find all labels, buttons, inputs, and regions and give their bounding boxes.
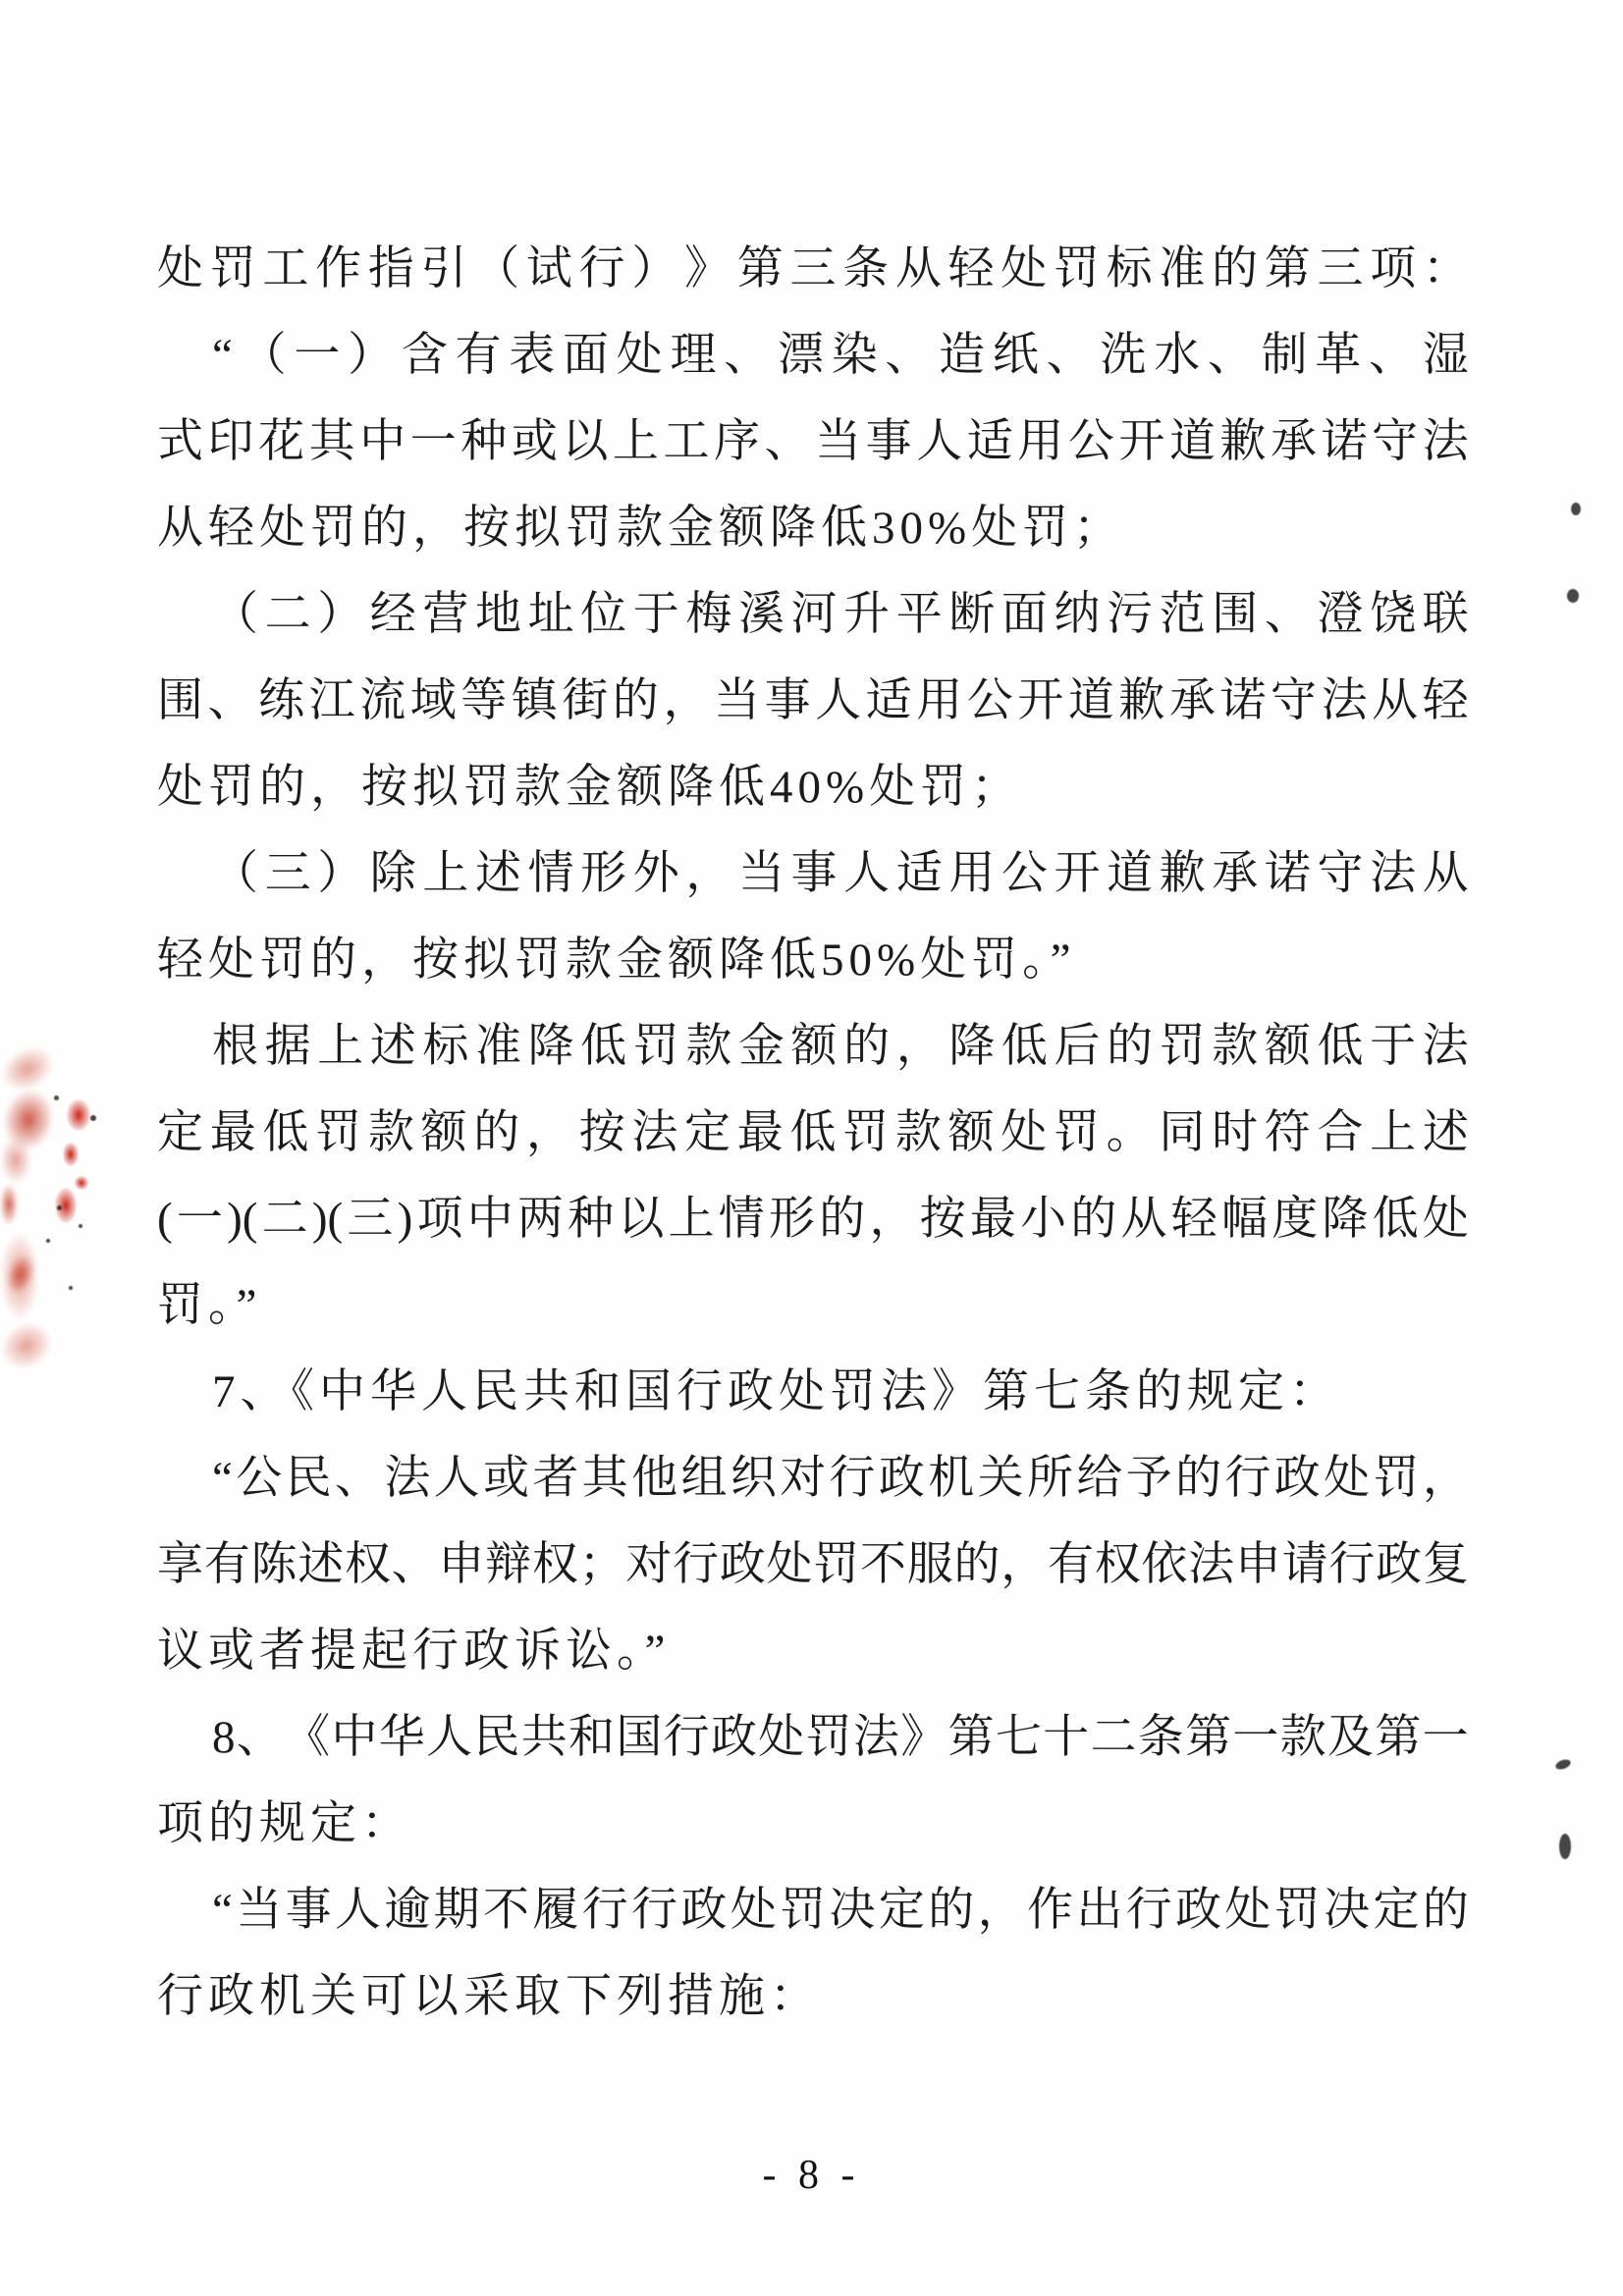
text-line: “ 当 事 人 逾 期 不 履 行 行 政 处 罚 决 定 的 ， 作 出 行 政 处 罚 决 定 的 [212, 1885, 1469, 1936]
text-line: “ 公 民 、 法 人 或 者 其 他 组 织 对 行 政 机 关 所 给 予 的 行 政 处 罚 ， [212, 1453, 1469, 1504]
text-line: ( 一 )( 二 )( 三 ) 项 中 两 种 以 上 情 形 的 ， 按 最 小 的 从 轻 幅 度 降 低 处 [157, 1194, 1469, 1245]
ink-speck [1559, 1834, 1571, 1859]
stamp-blob [0, 1137, 31, 1184]
stamp-blob [0, 1313, 61, 1379]
text-line: 定 最 低 罚 款 额 的 ， 按 法 定 最 低 罚 款 额 处 罚 。 同 时 符 合 上 述 [157, 1107, 1469, 1158]
stamp-blob [0, 1038, 62, 1099]
stamp-blob [0, 1184, 18, 1225]
text-line: 围 、 练 江 流 域 等 镇 街 的 ， 当 事 人 适 用 公 开 道 歉 承 诺 守 法 从 轻 [157, 675, 1469, 726]
text-line: （ 三 ） 除 上 述 情 形 外 ， 当 事 人 适 用 公 开 道 歉 承 诺 守 法 从 [212, 848, 1469, 899]
ink-speck [79, 1224, 82, 1228]
text-line: 项的规定： [157, 1798, 412, 1849]
text-line: 8 、 《 中 华 人 民 共 和 国 行 政 处 罚 法 》 第 七 十 二 条 第 一 款 及 第 一 [212, 1712, 1469, 1763]
text-line: “ （ 一 ） 含 有 表 面 处 理 、 漂 染 、 造 纸 、 洗 水 、 制 革 、 湿 [212, 330, 1469, 381]
red-stamp-fragment [0, 1011, 108, 1384]
ink-speck [54, 1095, 59, 1100]
page-number: - 8 - [762, 2153, 861, 2198]
stamp-blob [75, 1176, 88, 1190]
text-line: 议或者提起行政诉讼。” [157, 1626, 671, 1677]
text-line: 根 据 上 述 标 准 降 低 罚 款 金 额 的 ， 降 低 后 的 罚 款 额 低 于 法 [212, 1021, 1469, 1072]
text-line: 罚。” [157, 1280, 262, 1331]
stamp-blob [55, 1188, 77, 1223]
ink-speck [1571, 503, 1581, 515]
ink-speck [90, 1115, 96, 1121]
text-line: 式 印 花 其 中 一 种 或 以 上 工 序 、 当 事 人 适 用 公 开 道 歉 承 诺 守 法 [157, 416, 1469, 467]
stamp-blob [0, 1231, 39, 1321]
ink-speck [69, 1286, 73, 1290]
text-line: 轻处罚的，按拟罚款金额降低50%处罚。” [157, 934, 1076, 986]
text-line: （ 二 ） 经 营 地 址 位 于 梅 溪 河 升 平 断 面 纳 污 范 围 、 澄 饶 联 [212, 589, 1469, 640]
stamp-blob [0, 1085, 59, 1154]
ink-speck [1554, 1758, 1572, 1772]
stamp-blob [67, 1099, 90, 1131]
text-line: 7、《中华人民共和国行政处罚法》第七条的规定： [212, 1366, 1340, 1417]
text-line: 行政机关可以采取下列措施： [157, 1971, 821, 2022]
ink-speck [46, 1239, 50, 1243]
document-body [157, 226, 1469, 2040]
stamp-blob [2, 1252, 39, 1297]
text-line: 处 罚 工 作 指 引 （ 试 行 ） 》 第 三 条 从 轻 处 罚 标 准 的 第 三 项 ： [157, 243, 1469, 294]
text-line: 处罚的，按拟罚款金额降低40%处罚； [157, 762, 1023, 813]
ink-speck [57, 1205, 62, 1210]
ink-speck [1567, 589, 1579, 603]
text-line: 享 有 陈 述 权 、 申 辩 权 ； 对 行 政 处 罚 不 服 的 ， 有 权 依 法 申 请 行 政 复 [157, 1539, 1469, 1590]
stamp-blob [63, 1143, 79, 1166]
text-line: 从轻处罚的，按拟罚款金额降低30%处罚； [157, 503, 1125, 554]
